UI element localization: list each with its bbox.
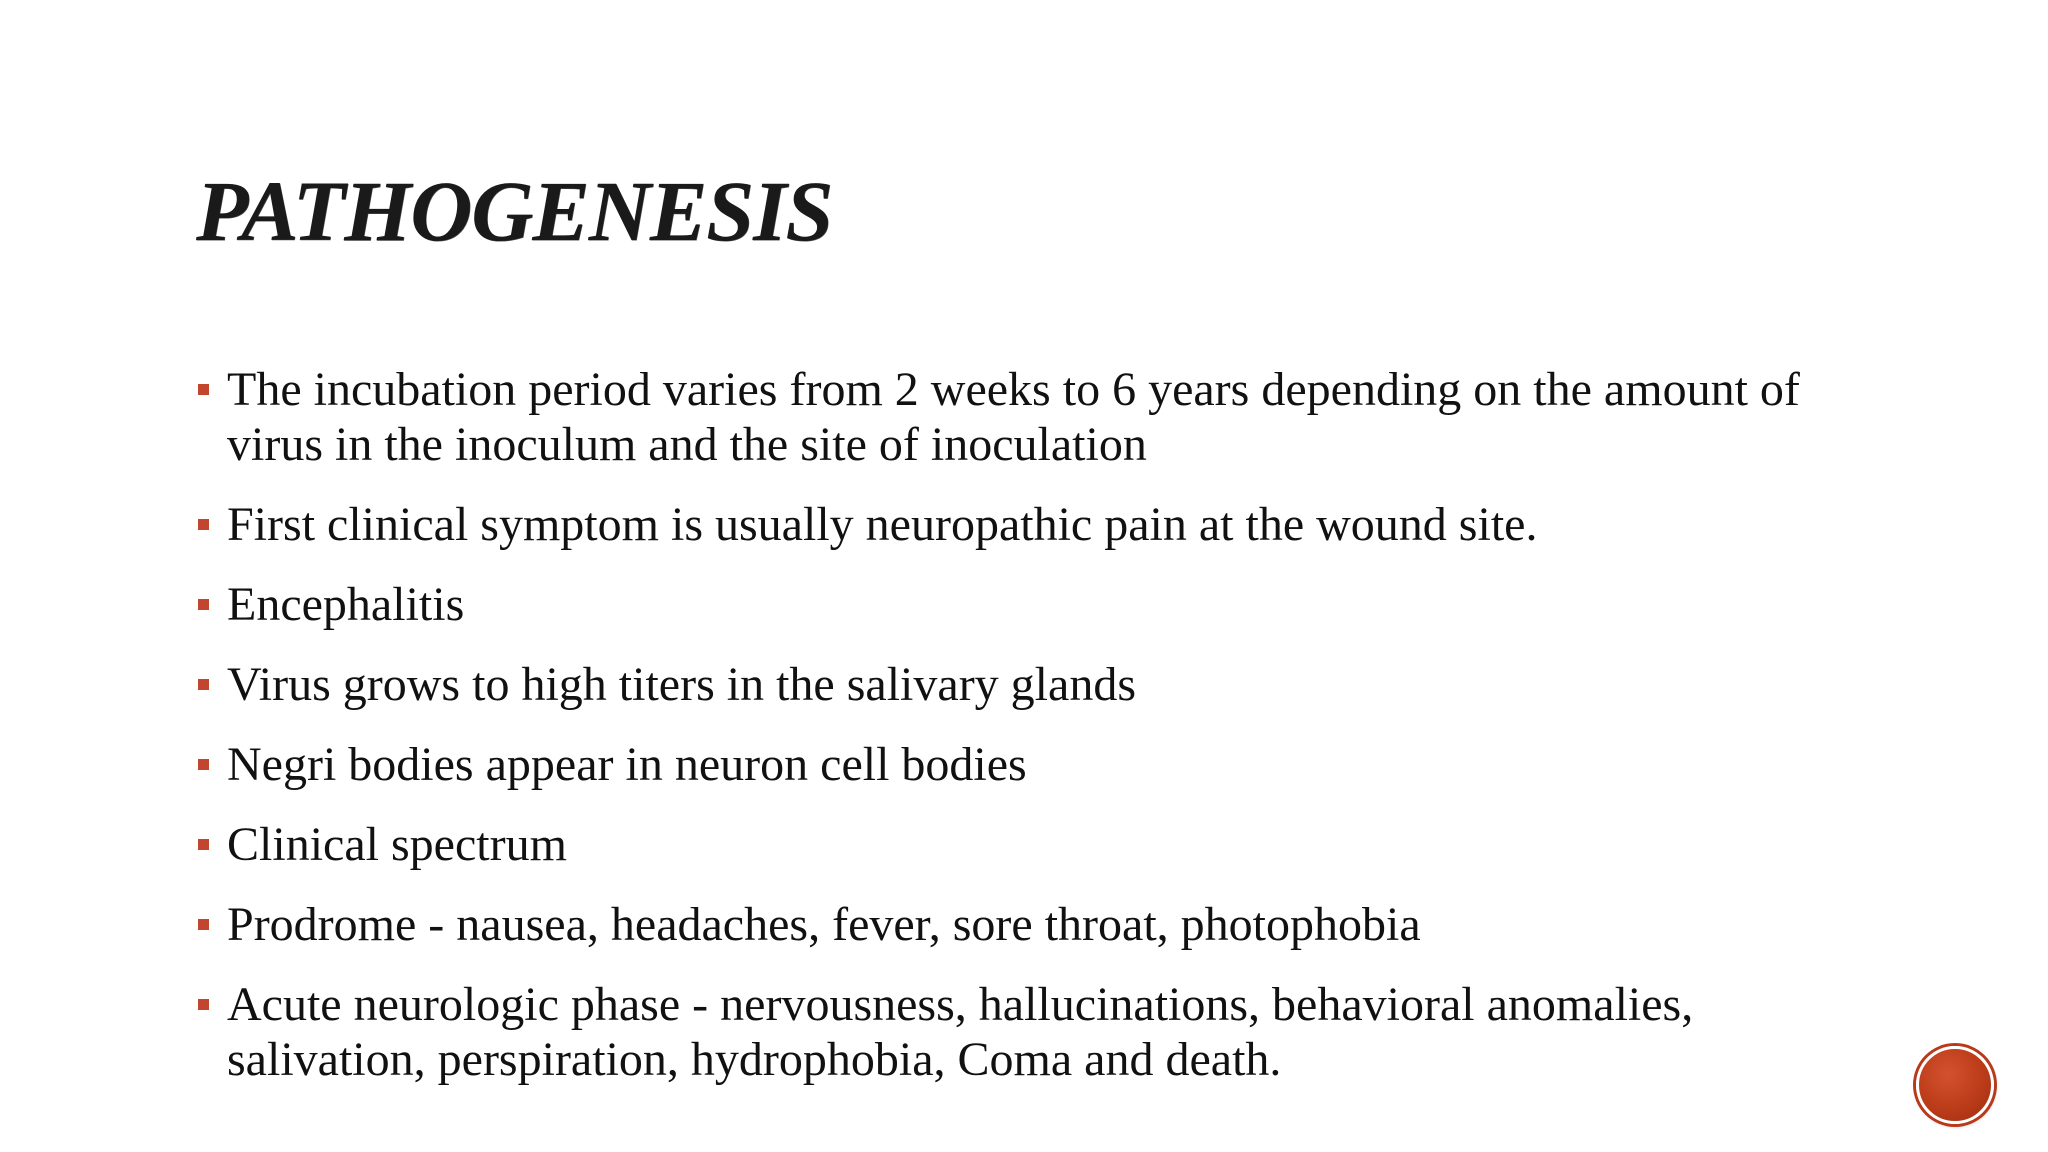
square-bullet-icon <box>198 999 209 1010</box>
list-item <box>198 577 1878 632</box>
bullet-list <box>198 362 1878 1112</box>
bullet-text: The incubation period varies from 2 weeks to 6 years depending on the amount of virus in the inoculum and the site of inoculation <box>227 363 1800 471</box>
bullet-text: Clinical spectrum <box>227 818 567 871</box>
bullet-text: Encephalitis <box>227 578 465 631</box>
bullet-text: First clinical symptom is usually neuropathic pain at the wound site. <box>227 498 1538 551</box>
bullet-text: Virus grows to high titers in the salivary glands <box>227 658 1136 711</box>
square-bullet-icon <box>198 919 209 930</box>
list-item <box>198 897 1878 952</box>
list-item <box>198 737 1878 792</box>
slide-nav-button[interactable] <box>1916 1046 1994 1124</box>
square-bullet-icon <box>198 599 209 610</box>
list-item <box>198 362 1878 472</box>
list-item <box>198 497 1878 552</box>
square-bullet-icon <box>198 759 209 770</box>
slide-title: PATHOGENESIS <box>196 163 833 259</box>
list-item <box>198 817 1878 872</box>
square-bullet-icon <box>198 384 209 395</box>
square-bullet-icon <box>198 679 209 690</box>
square-bullet-icon <box>198 839 209 850</box>
list-item <box>198 977 1878 1087</box>
bullet-text: Acute neurologic phase - nervousness, hallucinations, behavioral anomalies, salivation, perspiration, hydrophobia, Coma and death. <box>227 978 1694 1086</box>
square-bullet-icon <box>198 519 209 530</box>
bullet-text: Prodrome - nausea, headaches, fever, sore throat, photophobia <box>227 898 1421 951</box>
bullet-text: Negri bodies appear in neuron cell bodies <box>227 738 1027 791</box>
list-item <box>198 657 1878 712</box>
